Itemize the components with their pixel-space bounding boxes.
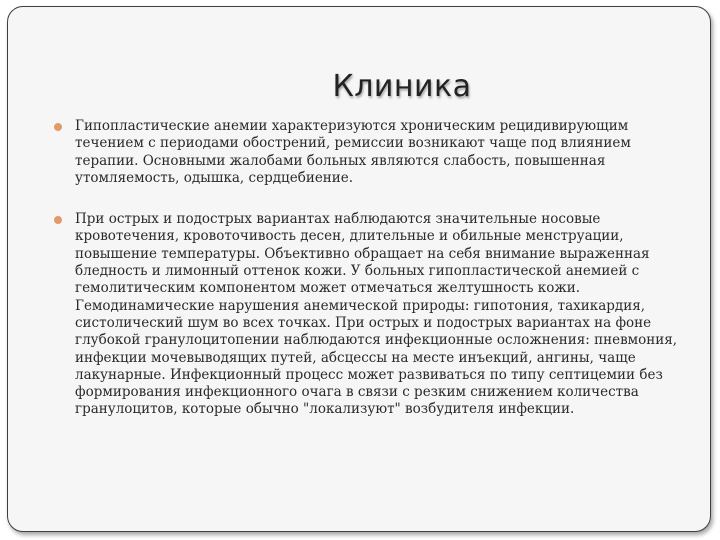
bullet-list xyxy=(48,118,688,443)
slide-title: Клиника xyxy=(332,69,472,104)
bullet-dot-icon xyxy=(54,216,62,224)
bullet-dot-icon xyxy=(54,123,62,131)
bullet-text: Гипопластические анемии характеризуются хроническим рецидивирующим течением с периодами обострений, ремиссии возникают чаще под влиянием терапии. Основными жалобами больных являются слабость, повышенная утомляемость, одышка, сердцебиение. xyxy=(75,118,631,186)
list-item xyxy=(48,118,688,187)
list-item xyxy=(48,211,688,419)
slide-frame xyxy=(7,6,711,532)
bullet-text: При острых и подострых вариантах наблюдаются значительные носовые кровотечения, кровоточивость десен, длительные и обильные менструации, повышение температуры. Объективно обращает на себя внимание выраженная бледность и лимонный оттенок кожи. У больных гипопластической анемией с гемолитическим компонентом может отмечаться желтушность кожи. Гемодинамические нарушения анемической природы: гипотония, тахикардия, систолический шум во всех точках. При острых и подострых вариантах на фоне глубокой гранулоцитопении наблюдаются инфекционные осложнения: пневмония, инфекции мочевыводящих путей, абсцессы на месте инъекций, ангины, чаще лакунарные. Инфекционный процесс может развиваться по типу септицемии без формирования инфекционного очага в связи с резким снижением количества гранулоцитов, которые обычно "локализуют" возбудителя инфекции. xyxy=(75,211,678,418)
